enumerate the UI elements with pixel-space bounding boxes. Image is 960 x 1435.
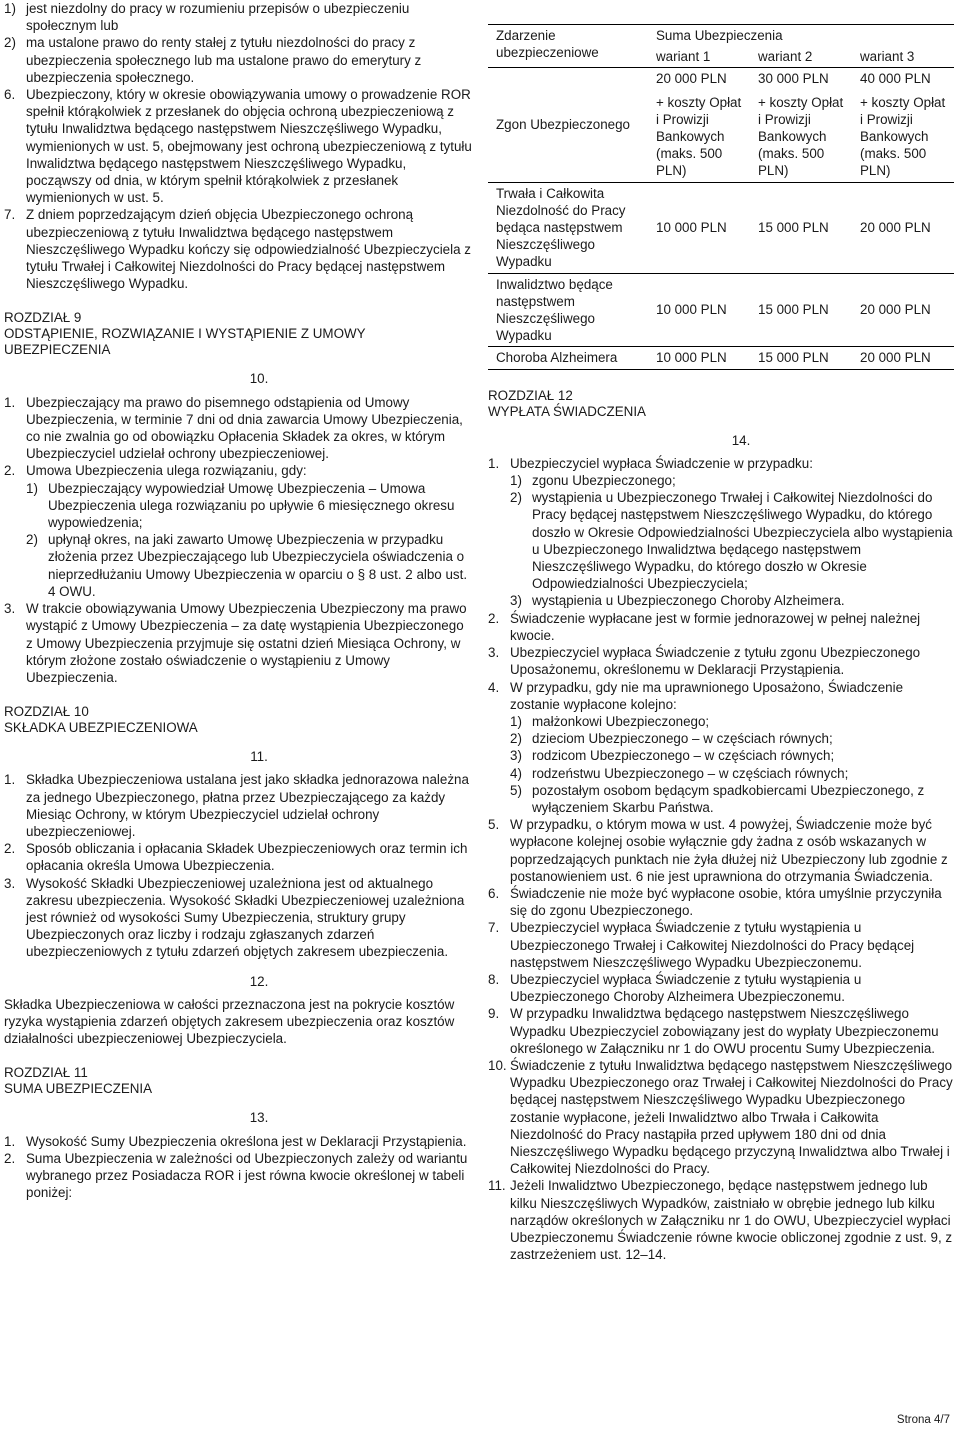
paragraph-13-number: 13.	[249, 1110, 269, 1126]
chapter-9-heading: ROZDZIAŁ 9 ODSTĄPIENIE, ROZWIĄZANIE I WYSTĄPIENIE Z UMOWY UBEZPIECZENIA	[4, 310, 366, 358]
sub-list	[510, 472, 954, 610]
sub-item: 2) wystąpienia u Ubezpieczonego Trwałej i Całkowitej Niezdolności do Pracy będącej następstwem Nieszczęśliwego Wypadku, do którego doszło w Okresie Odpowiedzialności Ubezpieczyciela albo wystąpienia u Ubezpieczonego Inwalidztwa będącego następstwem Nieszczęśliwego Wypadku, do którego doszło w Okresie Odpowiedzialności Ubezpieczyciela;	[510, 490, 953, 592]
list-item: 2) ma ustalone prawo do renty stałej z tytułu niezdolności do pracy z ubezpieczenia społecznego lub ma ustalone prawo do emerytury z ubezpieczenia społecznego.	[4, 35, 422, 85]
list-item: 7. Ubezpieczyciel wypłaca Świadczenie z tytułu wystąpienia u Ubezpieczonego Trwałej i Całkowitej Niezdolności do Pracy będącej następstwem Nieszczęśliwego Wypadku Ubezpieczonemu.	[488, 920, 915, 970]
chapter-10-heading: ROZDZIAŁ 10 SKŁADKA UBEZPIECZENIOWA	[4, 704, 198, 736]
list-item: 8. Ubezpieczyciel wypłaca Świadczenie z tytułu wystąpienia u Ubezpieczonego Choroby Alzheimera Ubezpieczonemu.	[488, 971, 862, 1005]
table-header-row	[488, 25, 954, 47]
list-item: 3. Ubezpieczyciel wypłaca Świadczenie z tytułu zgonu Ubezpieczonego Uposażonemu, określonemu w Deklaracji Przystąpienia.	[488, 645, 921, 678]
table-row	[488, 347, 954, 369]
row-value: 15 000 PLN	[758, 302, 829, 318]
list-item: 4. W przypadku, gdy nie ma uprawnionego Uposażono, Świadczenie zostanie wypłacone kolejno: 1) małżonkowi Ubezpieczonego; 2) dzieciom Ubezpieczonego – w częściach równych; 3) rodzicom Ubezpieczonego – w częściach równych; 4) rodzeństwu Ubezpieczonego – w częściach równych; 5) pozostałym osobom będącym spadkobiercami Ubezpieczonego, z wyłączeniem Skarbu Państwa.	[488, 679, 954, 817]
row-value: 40 000 PLN + koszty Opłat i Prowizji Bankowych (maks. 500 PLN)	[860, 71, 946, 179]
sub-list	[26, 480, 474, 600]
row-event: Inwalidztwo będące następstwem Nieszczęśliwego Wypadku	[496, 276, 613, 344]
chapter-12-heading: ROZDZIAŁ 12 WYPŁATA ŚWIADCZENIA	[488, 387, 646, 419]
header-variant: wariant 3	[860, 49, 915, 65]
paragraph-11-number: 11.	[250, 749, 268, 765]
row-event: Trwała i Całkowita Niezdolność do Pracy będąca następstwem Nieszczęśliwego Wypadku	[496, 185, 626, 270]
left-column	[4, 0, 474, 1201]
sub-item: 2) dzieciom Ubezpieczonego – w częściach równych;	[510, 731, 833, 747]
row-event: Zgon Ubezpieczonego	[496, 117, 630, 133]
chapter-10-list	[4, 771, 474, 960]
page-number: Strona 4/7	[896, 1413, 950, 1426]
sub-item: 1) Ubezpieczający wypowiedział Umowę Ubezpieczenia – Umowa Ubezpieczenia ulega rozwiązaniu po upływie 6 miesięcznego okresu wypowiedzenia;	[26, 480, 455, 531]
sub-item: 3) rodzicom Ubezpieczonego – w częściach równych;	[510, 748, 835, 764]
list-item: 1. Ubezpieczyciel wypłaca Świadczenie w przypadku: 1) zgonu Ubezpieczonego; 2) wystąpienia u Ubezpieczonego Trwałej i Całkowitej Niezdolności do Pracy będącej następstwem Nieszczęśliwego Wypadku, do którego doszło w Okresie Odpowiedzialności Ubezpieczyciela albo wystąpienia u Ubezpieczonego Inwalidztwa będącego następstwem Nieszczęśliwego Wypadku, do którego doszło w Okresie Odpowiedzialności Ubezpieczyciela; 3) wystąpienia u Ubezpieczonego Choroby Alzheimera.	[488, 455, 953, 609]
top-list	[4, 0, 474, 86]
list-item: 2. Suma Ubezpieczenia w zależności od Ubezpieczonych zależy od wariantu wybranego przez Posiadacza ROR i jest równa kwocie określonej w tabeli poniżej:	[4, 1150, 468, 1201]
list-item: 7. Z dniem poprzedzającym dzień objęcia Ubezpieczonego ochroną ubezpieczeniową z tytułu Inwalidztwa będącego następstwem Nieszczęśliwego Wypadku kończy się odpowiedzialność Ubezpieczyciela z tytułu Trwałej i Całkowitej Niezdolności do Pracy będącej następstwem Nieszczęśliwego Wypadku.	[4, 207, 471, 292]
list-item: 2. Świadczenie wypłacane jest w formie jednorazowej w pełnej należnej kwocie.	[488, 610, 921, 643]
list-item: 2. Umowa Ubezpieczenia ulega rozwiązaniu, gdy: 1) Ubezpieczający wypowiedział Umowę Ubezpieczenia – Umowa Ubezpieczenia ulega rozwiązaniu po upływie 6 miesięcznego okresu wypowiedzenia; 2) upłynął okres, na jaki zawarto Umowę Ubezpieczenia w przypadku złożenia przez Ubezpieczającego lub Ubezpieczyciela oświadczenia o nieprzedłużaniu Umowy Ubezpieczenia w oparciu o § 8 ust. 2 albo ust. 4 OWU.	[4, 462, 474, 600]
chapter-9-list	[4, 394, 474, 686]
paragraph-14-number: 14.	[731, 432, 751, 448]
row-value: 15 000 PLN	[758, 350, 829, 366]
list-item: 6. Świadczenie nie może być wypłacone osobie, która umyślnie przyczyniła się do zgonu Ubezpieczonego.	[488, 885, 942, 919]
row-value: 20 000 PLN + koszty Opłat i Prowizji Bankowych (maks. 500 PLN)	[656, 71, 742, 179]
list-item: 10. Świadczenie z tytułu Inwalidztwa będącego następstwem Nieszczęśliwego Wypadku Ubezpieczonego oraz Trwałej i Całkowitej Niezdolności do Pracy będącej następstwem Nieszczęśliwego Wypadku Ubezpieczonego zostanie wypłacone, jeżeli Inwalidztwo albo Trwała i Całkowita Niezdolność do Pracy nastąpiła przed upływem 180 dni od dnia Nieszczęśliwego Wypadku będącego przyczyną Inwalidztwa albo Trwałej i Całkowitej Niezdolności do Pracy.	[488, 1057, 953, 1177]
row-value: 30 000 PLN + koszty Opłat i Prowizji Bankowych (maks. 500 PLN)	[758, 71, 844, 179]
row-value: 20 000 PLN	[860, 350, 931, 366]
sub-item: 5) pozostałym osobom będącym spadkobiercami Ubezpieczonego, z wyłączeniem Skarbu Państwa.	[510, 782, 925, 815]
list-item: 1) jest niezdolny do pracy w rozumieniu przepisów o ubezpieczeniu społecznym lub	[4, 1, 410, 34]
list-item: 9. W przypadku Inwalidztwa będącego następstwem Nieszczęśliwego Wypadku Ubezpieczyciel zobowiązany jest do wypłaty Ubezpieczonemu określonego w Załączniku nr 1 do OWU procentu Sumy Ubezpieczenia.	[488, 1006, 939, 1056]
paragraph-12-text: Składka Ubezpieczeniowa w całości przeznaczona jest na pokrycie kosztów ryzyka wystąpienia zdarzeń objętych zakresem ubezpieczenia oraz kosztów działalności ubezpieczeniowej Ubezpieczyciela.	[4, 996, 455, 1047]
sub-item: 1) małżonkowi Ubezpieczonego;	[510, 713, 710, 729]
sub-item: 4) rodzeństwu Ubezpieczonego – w częściach równych;	[510, 765, 849, 781]
sub-item: 1) zgonu Ubezpieczonego;	[510, 473, 676, 489]
right-column	[488, 0, 954, 1263]
list-item: 11. Jeżeli Inwalidztwo Ubezpieczonego, będące następstwem jednego lub kilku Nieszczęśliwych Wypadków, zaistniało w obrębie jednego lub kilku narządów określonych w Załączniku nr 1 do OWU, Ubezpieczyciel wypłaci Ubezpieczonemu Świadczenie równe kwocie obliczonej zgodnie z ust. 9, z zastrzeżeniem ust. 12–14.	[488, 1178, 953, 1263]
list-item: 1. Składka Ubezpieczeniowa ustalana jest jako składka jednorazowa należna za jednego Ubezpieczonego, płatna przez Ubezpieczającego za każdy Miesiąc Ochrony, w którym Ubezpieczyciel udzielał ochrony ubezpieczeniowej.	[4, 772, 469, 839]
row-value: 10 000 PLN	[656, 302, 727, 318]
list-item: 3. Wysokość Składki Ubezpieczeniowej uzależniona jest od aktualnego zakresu ubezpieczenia. Wysokość Składki Ubezpieczeniowej uzależniona jest również od wysokości Sumy Ubezpieczenia, struktury grupy Ubezpieczonych oraz liczby i rodzaju zgłaszanych zdarzeń ubezpieczeniowych z tytułu zdarzeń objętych zakresem ubezpieczenia.	[4, 875, 465, 960]
paragraph-10-number: 10.	[249, 371, 269, 387]
table-row	[488, 273, 954, 347]
paragraph-12-number: 12.	[249, 973, 269, 989]
list-item: 3. W trakcie obowiązywania Umowy Ubezpieczenia Ubezpieczony ma prawo wystąpić z Umowy Ubezpieczenia – za datę wystąpienia Ubezpieczonego z Umowy Ubezpieczenia przyjmuje się ostatni dzień Miesiąca Ochrony, w którym złożone zostało oświadczenie o wystąpieniu z Umowy Ubezpieczenia.	[4, 601, 467, 685]
table-row	[488, 182, 954, 273]
row-value: 20 000 PLN	[860, 220, 931, 236]
sub-list	[510, 713, 954, 816]
list-item: 6. Ubezpieczony, który w okresie obowiązywania umowy o prowadzenie ROR spełnił którąkolwiek z przesłanek do objęcia ochroną ubezpieczeniową z tytułu Inwalidztwa będącego następstwem Nieszczęśliwego Wypadku, wymienionych w ust. 5, obejmowany jest ochroną ubezpieczeniową z tytułu Inwalidztwa będącego następstwem Nieszczęśliwego Wypadku, począwszy od dnia, w którym spełnił którąkolwiek z przesłanek wymienionych w ust. 5.	[4, 87, 472, 206]
list-item: 1. Wysokość Sumy Ubezpieczenia określona jest w Deklaracji Przystąpienia.	[4, 1133, 467, 1149]
header-variant: wariant 1	[656, 49, 711, 65]
sub-item: 2) upłynął okres, na jaki zawarto Umowę Ubezpieczenia w przypadku złożenia przez Ubezpieczającego lub Ubezpieczyciela oświadczenia o nieprzedłużaniu Umowy Ubezpieczenia w oparciu o § 8 ust. 2 albo ust. 4 OWU.	[26, 532, 468, 599]
list-6-7	[4, 86, 474, 292]
chapter-11-list	[4, 1133, 474, 1202]
row-value: 10 000 PLN	[656, 350, 727, 366]
row-value: 10 000 PLN	[656, 220, 727, 236]
header-variant: wariant 2	[758, 49, 813, 65]
row-value: 20 000 PLN	[860, 302, 931, 318]
table-row	[488, 68, 954, 182]
list-item: 5. W przypadku, o którym mowa w ust. 4 powyżej, Świadczenie może być wypłacone kolejnej osobie wyłącznie gdy żadna z osób wskazanych w poprzedzających punktach nie żyła dłużej niż Ubezpieczony lub zgodnie z postanowieniem ust. 6 nie jest uprawniona do otrzymania Świadczenia.	[488, 817, 948, 884]
chapter-12-list	[488, 455, 954, 1264]
chapter-11-heading: ROZDZIAŁ 11 SUMA UBEZPIECZENIA	[4, 1065, 153, 1097]
list-item: 2. Sposób obliczania i opłacania Składek Ubezpieczeniowych oraz termin ich opłacania określa Umowa Ubezpieczenia.	[4, 841, 468, 874]
header-event: Zdarzenie ubezpieczeniowe	[496, 28, 599, 61]
row-value: 15 000 PLN	[758, 220, 829, 236]
sub-item: 3) wystąpienia u Ubezpieczonego Choroby Alzheimera.	[510, 593, 845, 609]
header-sum: Suma Ubezpieczenia	[656, 28, 783, 43]
sum-insured-table	[488, 24, 954, 370]
row-event: Choroba Alzheimera	[496, 350, 618, 366]
list-item: 1. Ubezpieczający ma prawo do pisemnego odstąpienia od Umowy Ubezpieczenia, w terminie 7 dni od dnia zawarcia Umowy Ubezpieczenia, co nie zwalnia go od obowiązku Opłacenia Składek za okres, w którym Ubezpieczyciel udzielał ochrony ubezpieczeniowej.	[4, 394, 463, 462]
